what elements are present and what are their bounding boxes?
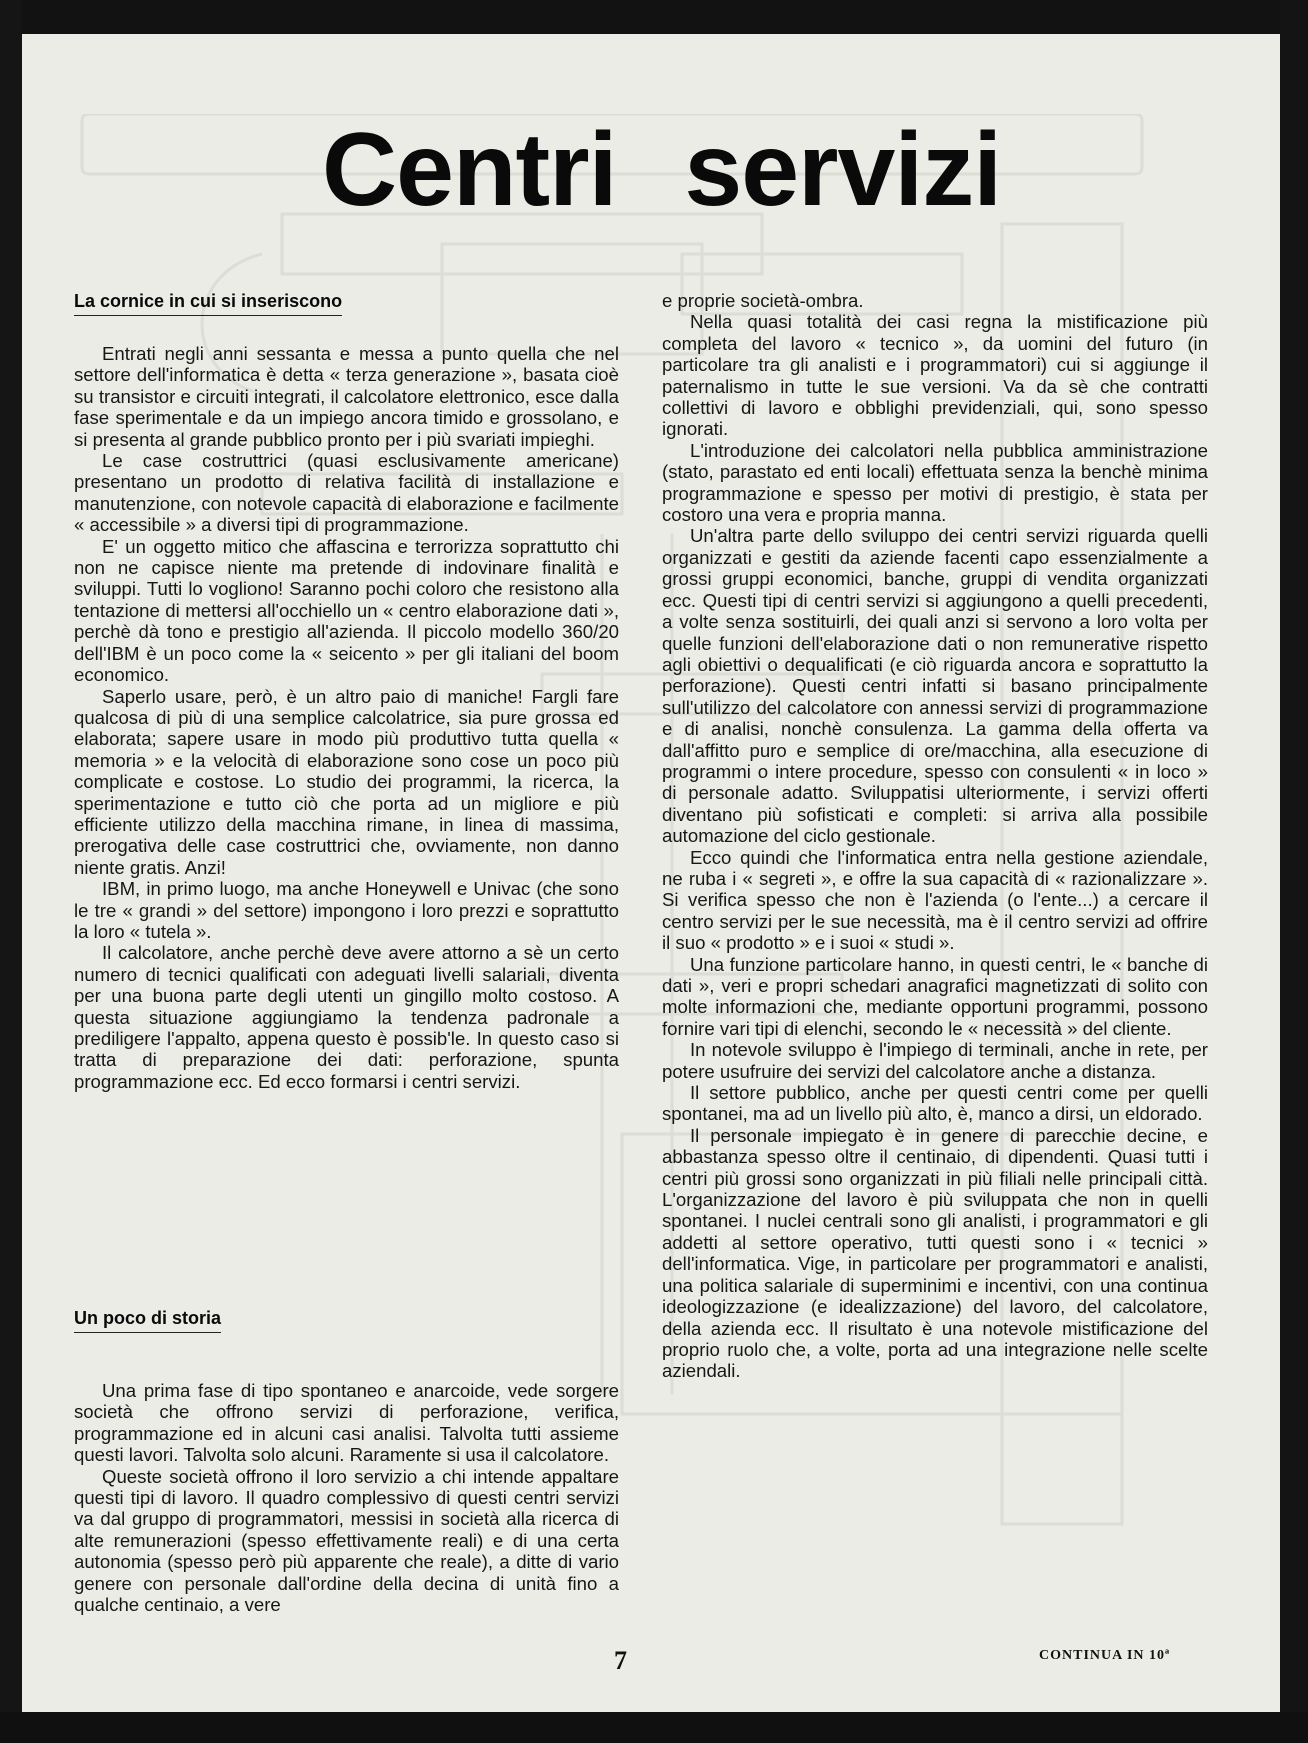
paragraph: Un'altra parte dello sviluppo dei centri servizi riguarda quelli organizzati e gestiti da aziende facenti capo essenzialmente a grossi gruppi economici, banche, gruppi di vendita organizzati ecc. Questi tipi di centri servizi si aggiungono a quelli precedenti, a volte senza sostituirli, dei quali anzi si servono a loro volta per quelle funzioni dell'elaborazione dati o non remunerative rispetto agli obiettivi o dequalificati (e ciò riguarda ancora e soprattutto la perforazione). Questi centri infatti si basano principalmente sull'utilizzo del calcolatore con annessi servizi di programmazione e di analisi, nonchè consulenza. La gamma della offerta va dall'affitto puro e semplice di ore/macchina, alla esecuzione di programmi o intere procedure, spesso con consulenti « in loco » di personale adatto. Sviluppatisi ulteriormente, i servizi offerti diventano più sofisticati e completi: si arriva alla possibile automazione del ciclo gestionale. xyxy=(662,525,1208,847)
paragraph: e proprie società-ombra. xyxy=(662,290,864,311)
scan-left-border xyxy=(0,0,22,1743)
paragraph: L'introduzione dei calcolatori nella pubblica amministrazione (stato, parastato ed enti locali) effettuata senza la benchè minima programmazione e spesso per motivi di prestigio, è stata per costoro una vera e propria manna. xyxy=(662,439,1208,526)
scan-top-border xyxy=(0,0,1308,34)
paragraph: Saperlo usare, però, è un altro paio di maniche! Fargli fare qualcosa di più di una semplice calcolatrice, sia pure grossa ed elaborata; sapere usare in modo più produttivo tutta quella « memoria » e la velocità di elaborazione sono cose un poco più complicate e costose. Lo studio dei programmi, la ricerca, la sperimentazione e tutto ciò che porta ad un migliore e più efficiente utilizzo della macchina rimane, in linea di massima, prerogativa delle case costruttrici che, ovviamente, non danno niente gratis. Anzi! xyxy=(74,685,619,878)
paragraph: Ecco quindi che l'informatica entra nella gestione aziendale, ne ruba i « segreti », e offre la sua capacità di « razionalizzare ». Si verifica spesso che non è l'azienda (o l'ente...) a cercare il centro servizi per le sue necessità, ma è il centro servizi ad offrire il suo « prodotto » e i suoi « studi ». xyxy=(662,846,1208,954)
page-number: 7 xyxy=(614,1646,627,1675)
paragraph: Una funzione particolare hanno, in questi centri, le « banche di dati », veri e propri schedari anagrafici magnetizzati di solito con molte informazioni che, mediante opportuni programmi, possono fornire vari tipi di elenchi, secondo le « necessità » del cliente. xyxy=(662,953,1208,1039)
scan-bottom-border xyxy=(0,1712,1308,1743)
paragraph: IBM, in primo luogo, ma anche Honeywell e Univac (che sono le tre « grandi » del settore) impongono i loro prezzi e soprattutto la loro « tutela ». xyxy=(74,878,619,942)
continued-note: CONTINUA IN 10ª xyxy=(1039,1648,1171,1663)
magazine-page xyxy=(22,34,1280,1712)
paragraph: Nella quasi totalità dei casi regna la mistificazione più completa del lavoro « tecnico », da uomini del futuro (in particolare tra gli analisti e i programmatori) cui si aggiunge il paternalismo in tutte le sue versioni. Va da sè che contratti collettivi di lavoro e obblighi previdenziali, qui, sono spesso ignorati. xyxy=(662,311,1208,440)
paragraph: Entrati negli anni sessanta e messa a punto quella che nel settore dell'informatica è detta « terza generazione », basata cioè su transistor e circuiti integrati, il calcolatore elettronico, esce dalla fase sperimentale e da un impiego ancora timido e grossolano, e si presenta al grande pubblico pronto per i più svariati impieghi. xyxy=(74,343,619,450)
section-heading-storia: Un poco di storia xyxy=(74,1307,221,1333)
paragraph: E' un oggetto mitico che affascina e terrorizza soprattutto chi non ne capisce niente ma pretende di indovinare finalità e sviluppi. Tutti lo vogliono! Saranno pochi coloro che resistono alla tentazione di mettersi all'occhiello un « centro elaborazione dati », perchè dà tono e prestigio all'azienda. Il piccolo modello 360/20 dell'IBM è un poco come la « seicento » per gli italiani del boom economico. xyxy=(74,535,619,686)
paragraph: Una prima fase di tipo spontaneo e anarcoide, vede sorgere società che offrono servizi di perforazione, verifica, programmazione ed in alcuni casi analisi. Talvolta tutti assieme questi lavori. Talvolta solo alcuni. Raramente si usa il calcolatore. xyxy=(74,1380,619,1466)
left-column-section2 xyxy=(74,1352,619,1615)
paragraph: Il settore pubblico, anche per questi centri come per quelli spontanei, ma ad un livello più alto, è, manco a dirsi, un eldorado. xyxy=(662,1082,1208,1125)
scan-right-border xyxy=(1280,0,1308,1743)
paragraph: Il personale impiegato è in genere di parecchie decine, e abbastanza spesso oltre il centinaio, di dipendenti. Quasi tutti i centri più grossi sono organizzati in più filiali nelle principali città. L'organizzazione del lavoro è più sviluppata che non in quelli spontanei. I nuclei centrali sono gli analisti, i programmatori e gli addetti al settore operativo, tutti questi sono i « tecnici » dell'informatica. Vige, in particolare per programmatori e analisti, una politica salariale di superminimi e incentivi, con una continua ideologizzazione (e idealizzazione) del lavoro, del calcolatore, della azienda ecc. Il risultato è una notevole mistificazione del proprio ruolo che, a volte, porta ad una integrazione nelle scelte aziendali. xyxy=(662,1124,1208,1382)
paragraph: In notevole sviluppo è l'impiego di terminali, anche in rete, per potere usufruire dei servizi del calcolatore anche a distanza. xyxy=(662,1039,1208,1082)
right-column xyxy=(662,290,1208,1382)
paragraph: Il calcolatore, anche perchè deve avere attorno a sè un certo numero di tecnici qualificati con adeguati livelli salariali, diventa per una buona parte degli utenti un gingillo molto costoso. A questa situazione aggiungiamo la tendenza padronale a prediligere l'appalto, appena questo è possib'le. In questo caso si tratta di preparazione dei dati: perforazione, spunta programmazione ecc. Ed ecco formarsi i centri servizi. xyxy=(74,942,619,1092)
left-column-section1 xyxy=(74,315,619,1092)
paragraph: Le case costruttrici (quasi esclusivamente americane) presentano un prodotto di relativa facilità di installazione e manutenzione, con notevole capacità di elaborazione e facilmente « accessibile » a diversi tipi di programmazione. xyxy=(74,450,619,536)
paragraph: Queste società offrono il loro servizio a chi intende appaltare questi tipi di lavoro. Il quadro complessivo di questi centri servizi va dal gruppo di programmatori, messisi in società alla ricerca di alte remunerazioni (spesso effettivamente reali) e di una certa autonomia (spesso però più apparente che reale), a ditte di vario genere con personale dall'ordine della decina di unità fino a qualche centinaio, a vere xyxy=(74,1465,619,1616)
section-heading-cornice: La cornice in cui si inseriscono xyxy=(74,290,342,316)
article-title: Centri servizi xyxy=(322,112,1002,228)
